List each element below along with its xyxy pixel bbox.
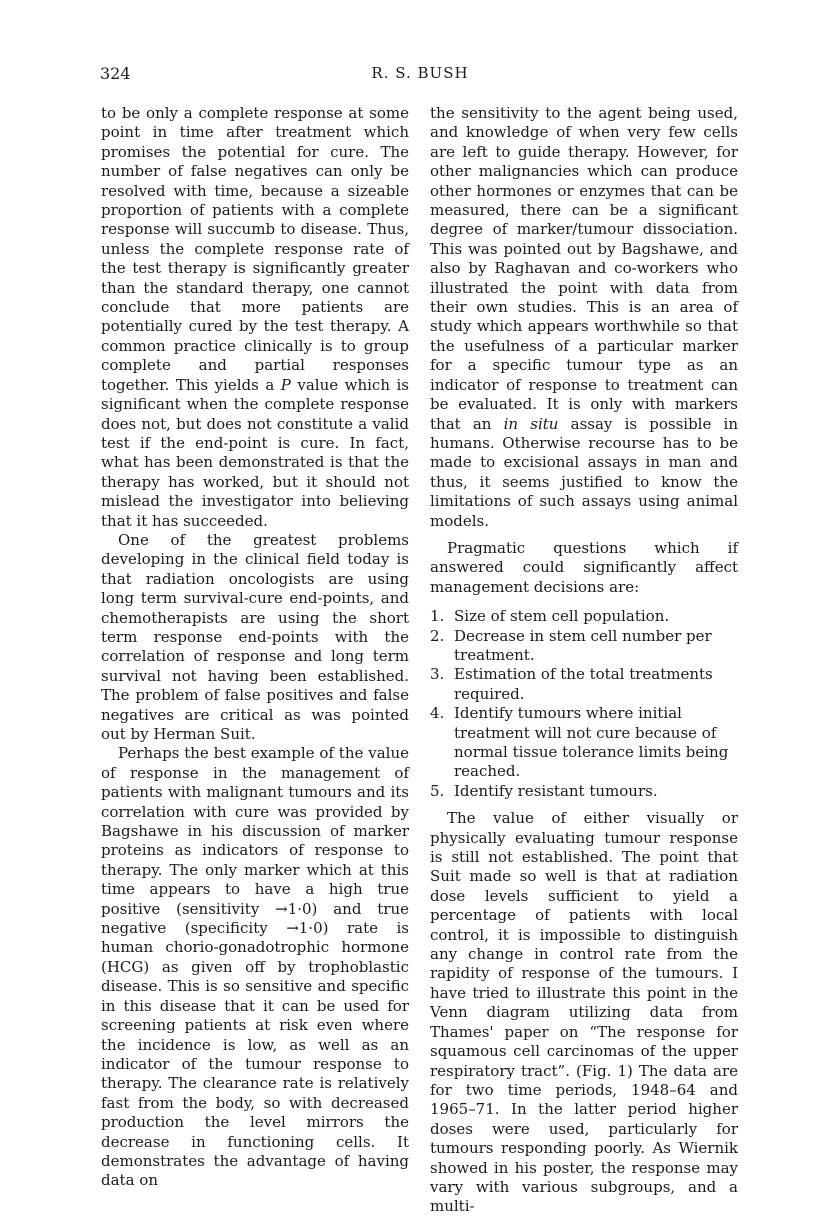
right-column [430, 104, 738, 1217]
paragraph: The value of either visually or physically evaluating tumour response is still not established. The point that Suit made so well is that at radiation dose levels sufficient to yield a percentage of patients with local control, it is impossible to distinguish any change in control rate from the rapidity of response of the tumours. I have tried to illustrate this point in the Venn diagram utilizing data from Thames' paper on “The response for squamous cell carcinomas of the upper respiratory tract”. (Fig. 1) The data are for two time periods, 1948–64 and 1965–71. In the latter period higher doses were used, particularly for tumours responding poorly. As Wiernik showed in his poster, the response may vary with various subgroups, and a multi- [430, 809, 738, 1216]
list-item: 3. Estimation of the total treatments required. [430, 665, 713, 703]
left-column [101, 104, 409, 1191]
paragraph: Pragmatic questions which if answered could significantly affect management decisions are: [430, 538, 738, 596]
list-item: 4. Identify tumours where initial treatment will not cure because of normal tissue tolerance limits being reached. [430, 704, 729, 781]
list-item: 1. Size of stem cell population. [430, 607, 670, 626]
running-head: R. S. BUSH [371, 64, 469, 82]
page-header [100, 64, 740, 86]
paragraph: the sensitivity to the agent being used, and knowledge of when very few cells are left to guide therapy. However, for other malignancies which can produce other hormones or enzymes that can be measured, there can be a significant degree of marker/tumour dissociation. This was pointed out by Bagshawe, and also by Raghavan and co-workers who illustrated the point with data from their own studies. This is an area of study which appears worthwhile so that the usefulness of a particular marker for a specific tumour type as an indicator of response to treatment can be evaluated. It is only with markers that an in situ assay is possible in humans. Otherwise recourse has to be made to excisional assays in man and thus, it seems justified to know the limitations of such assays using animal models. [430, 104, 738, 530]
paragraph: Perhaps the best example of the value of response in the management of patients with malignant tumours and its correlation with cure was provided by Bagshawe in his discussion of marker proteins as indicators of response to therapy. The only marker which at this time appears to have a high true positive (sensitivity →1·0) and true negative (specificity →1·0) rate is human chorio-gonadotrophic hormone (HCG) as given off by trophoblastic disease. This is so sensitive and specific in this disease that it can be used for screening patients at risk even where the incidence is low, as well as an indicator of the tumour response to therapy. The clearance rate is relatively fast from the body, so with decreased production the level mirrors the decrease in functioning cells. It demonstrates the advantage of having data on [101, 744, 409, 1190]
list-item: 5. Identify resistant tumours. [430, 781, 658, 800]
list-item: 2. Decrease in stem cell number per treatment. [430, 626, 712, 664]
page-number: 324 [100, 64, 131, 83]
paragraph: to be only a complete response at some point in time after treatment which promises the potential for cure. The number of false negatives can only be resolved with time, because a sizeable proportion of patients with a complete response will succumb to disease. Thus, unless the complete response rate of the test therapy is significantly greater than the standard therapy, one cannot conclude that more patients are potentially cured by the test therapy. A common practice clinically is to group complete and partial responses together. This yields a P value which is significant when the complete response does not, but does not constitute a valid test if the end-point is cure. In fact, what has been demonstrated is that the therapy has worked, but it should not mislead the investigator into believing that it has succeeded. [101, 104, 409, 530]
numbered-list [430, 607, 738, 801]
paragraph: One of the greatest problems developing in the clinical field today is that radiation oncologists are using long term survival-cure end-points, and chemotherapists are using the short term response end-points with the correlation of response and long term survival not having been established. The problem of false positives and false negatives are critical as was pointed out by Herman Suit. [101, 530, 409, 743]
